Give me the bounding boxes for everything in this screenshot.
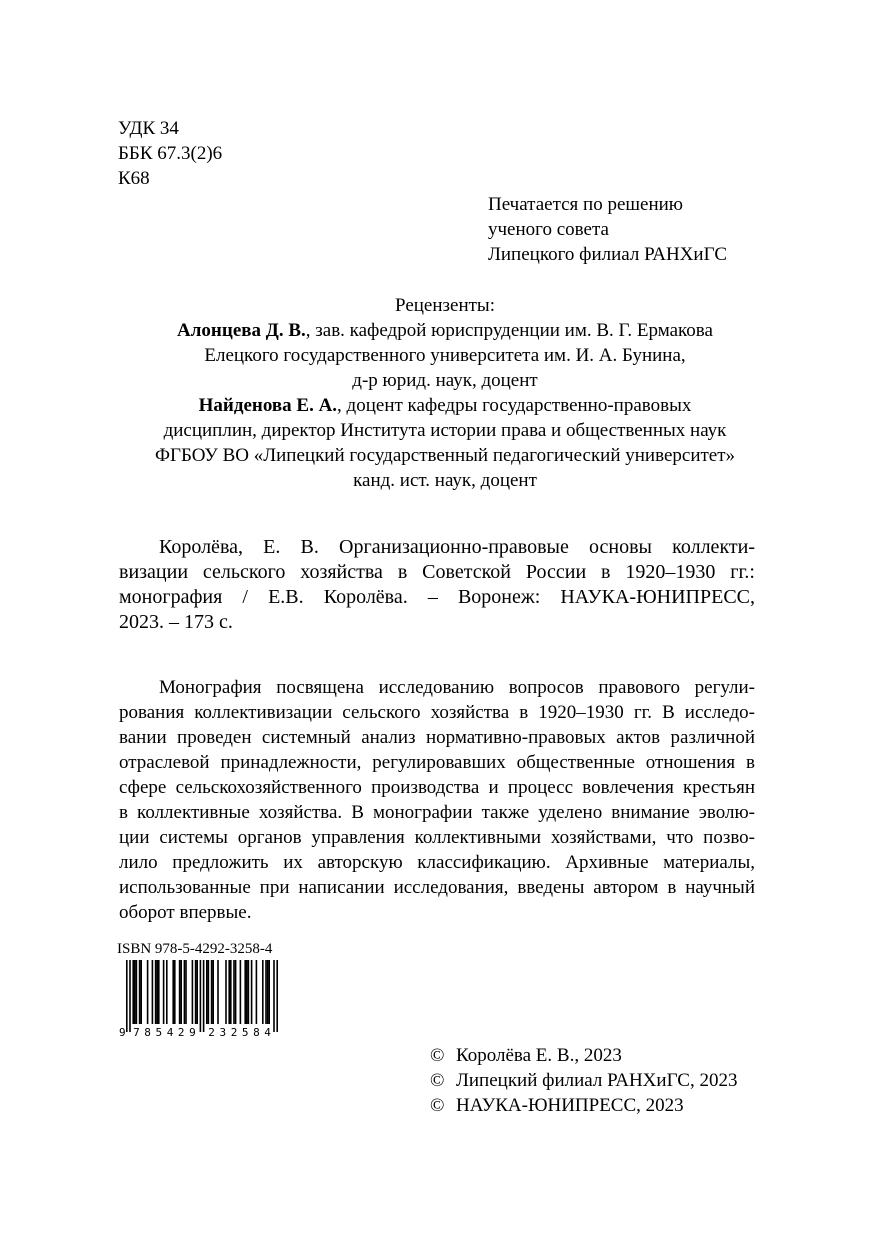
barcode-bar xyxy=(158,960,160,1024)
barcode-bar xyxy=(195,960,197,1024)
bibliographic-citation xyxy=(119,535,755,635)
barcode-bar xyxy=(248,960,250,1024)
reviewer-1-degree: д-р юрид. наук, доцент xyxy=(352,370,538,391)
reviewer-2-name: Найденова Е. А. xyxy=(198,395,338,416)
barcode-digit: 8 xyxy=(144,1026,151,1038)
annotation-line: оборот впервые. xyxy=(119,902,252,923)
isbn-number: ISBN 978-5-4292-3258-4 xyxy=(117,941,273,957)
barcode-bar xyxy=(172,960,174,1024)
barcode-bar xyxy=(262,960,264,1024)
reviewers-block xyxy=(120,293,770,493)
reviewer-2-line xyxy=(120,393,770,418)
reviewers-heading: Рецензенты: xyxy=(395,295,495,316)
barcode-bar xyxy=(166,960,168,1024)
barcode-bar xyxy=(163,960,165,1024)
barcode-bar xyxy=(256,960,258,1024)
barcode-bar xyxy=(265,960,267,1024)
barcode-bar xyxy=(228,960,230,1024)
barcode-bar xyxy=(155,960,157,1024)
reviewer-2-institution: ФГБОУ ВО «Липецкий государственный педагогический университет» xyxy=(154,445,736,466)
barcode-digit: 8 xyxy=(253,1026,260,1038)
barcode-bar xyxy=(244,960,246,1024)
barcode-bar xyxy=(152,960,154,1024)
barcode-bar xyxy=(126,960,128,1032)
copyright-icon: © xyxy=(430,1095,445,1116)
barcode-bar xyxy=(273,960,275,1032)
reviewer-1-affiliation: Елецкого государственного университета им. И. А. Бунина, xyxy=(204,345,686,366)
annotation-line: Монография посвящена исследованию вопросов правового регули- xyxy=(159,677,755,698)
annotation-line: ции системы органов управления коллективными хозяйствами, что позво- xyxy=(119,827,755,848)
barcode-bar xyxy=(200,960,202,1032)
barcode-bar xyxy=(185,960,187,1024)
copyright-icon: © xyxy=(430,1070,445,1091)
approval-line: Печатается по решению xyxy=(488,194,683,215)
reviewer-1-position: , зав. кафедрой юриспруденции им. В. Г. Ермакова xyxy=(305,320,713,341)
barcode-digit: 2 xyxy=(230,1026,238,1038)
classification-codes xyxy=(118,116,222,191)
barcode-bar xyxy=(211,960,213,1024)
copyright-line xyxy=(430,1093,737,1118)
reviewer-2-degree: канд. ист. наук, доцент xyxy=(353,470,537,491)
barcode-bar xyxy=(179,960,181,1024)
barcode-bar xyxy=(156,960,158,1024)
reviewer-1-name: Алонцева Д. В. xyxy=(177,320,306,341)
barcode-bar xyxy=(208,960,210,1024)
citation-line: монография / Е.В. Королёва. – Воронеж: НАУКА-ЮНИПРЕСС, xyxy=(119,586,755,608)
barcode-bar xyxy=(217,960,219,1024)
barcode-bar xyxy=(174,960,176,1024)
copyright-icon: © xyxy=(430,1045,445,1066)
citation-line: Королёва, Е. В. Организационно-правовые основы коллекти- xyxy=(159,536,755,558)
barcode-bar xyxy=(212,960,214,1024)
reviewer-2-affiliation: дисциплин, директор Института истории права и общественных наук xyxy=(163,420,727,441)
annotation-line: лило предложить их авторскую классификацию. Архивные материалы, xyxy=(119,852,755,873)
barcode-bar xyxy=(225,960,227,1024)
barcode-bar xyxy=(268,960,270,1024)
barcode-digit: 3 xyxy=(219,1026,227,1038)
copyright-notices xyxy=(430,1043,737,1118)
barcode-bar xyxy=(240,960,242,1024)
barcode-digits xyxy=(119,1026,271,1038)
barcode-bar xyxy=(184,960,186,1024)
barcode-bar xyxy=(134,960,136,1024)
author-sign: К68 xyxy=(118,168,150,189)
barcode-bar xyxy=(267,960,269,1024)
annotation-line: сфере сельскохозяйственного производства и процесс вовлечения крестьян xyxy=(119,777,755,798)
barcode-bar xyxy=(140,960,142,1024)
barcode-digit: 9 xyxy=(189,1026,196,1038)
barcode-digit: 9 xyxy=(119,1026,126,1038)
annotation-line: в коллективные хозяйства. В монографии также уделено внимание эволю- xyxy=(119,802,755,823)
bbk-code: ББК 67.3(2)6 xyxy=(118,143,223,164)
reviewer-2-position: , доцент кафедры государственно-правовых xyxy=(337,395,692,416)
udk-code: УДК 34 xyxy=(118,118,179,139)
copyright-holder: Королёва Е. В., 2023 xyxy=(456,1045,622,1066)
barcode-digit: 5 xyxy=(241,1026,249,1038)
barcode-bar xyxy=(230,960,232,1024)
copyright-line xyxy=(430,1043,737,1068)
barcode-bar xyxy=(139,960,141,1024)
barcode-bar xyxy=(196,960,198,1024)
annotation-line: рования коллективизации сельского хозяйства в 1920–1930 гг. В исследо- xyxy=(119,702,755,723)
annotation-line: использованные при написании исследования, введены автором в научный xyxy=(119,877,755,898)
approval-line: ученого совета xyxy=(488,219,609,240)
barcode-bar xyxy=(129,960,131,1032)
barcode-bar xyxy=(246,960,248,1024)
barcode-digit: 2 xyxy=(177,1026,185,1038)
barcode-bar xyxy=(192,960,194,1024)
publication-approval xyxy=(488,192,727,267)
barcode-bar xyxy=(276,960,278,1032)
annotation-paragraph xyxy=(119,675,755,925)
barcode-bar xyxy=(180,960,182,1024)
barcode-bar xyxy=(147,960,149,1024)
approval-line: Липецкого филиал РАНХиГС xyxy=(488,244,727,265)
citation-line: визации сельского хозяйства в Советской России в 1920–1930 гг.: xyxy=(119,561,755,583)
barcode-digit: 4 xyxy=(166,1026,174,1038)
barcode-bar xyxy=(251,960,253,1024)
barcode-digit: 2 xyxy=(208,1026,215,1038)
isbn-barcode xyxy=(117,958,279,1038)
annotation-line: вании проведен системный анализ нормативно-правовых актов различной xyxy=(119,727,755,748)
barcode-bar xyxy=(233,960,235,1024)
reviewer-1-line xyxy=(120,318,770,343)
barcode-bar xyxy=(203,960,205,1032)
copyright-holder: Липецкий филиал РАНХиГС, 2023 xyxy=(456,1070,738,1091)
citation-line: 2023. – 173 с. xyxy=(119,611,233,633)
barcode-digit: 7 xyxy=(133,1026,140,1038)
barcode-digit: 4 xyxy=(264,1026,271,1038)
copyright-line xyxy=(430,1068,737,1093)
copyright-holder: НАУКА-ЮНИПРЕСС, 2023 xyxy=(456,1095,684,1116)
barcode-bar xyxy=(206,960,208,1024)
barcode-bar xyxy=(136,960,138,1024)
barcode-bars xyxy=(126,960,278,1032)
annotation-line: отраслевой принадлежности, регулировавших общественные отношения в xyxy=(119,752,755,773)
barcode-digit: 5 xyxy=(155,1026,163,1038)
barcode-bar xyxy=(235,960,237,1024)
barcode-bar xyxy=(132,960,134,1024)
